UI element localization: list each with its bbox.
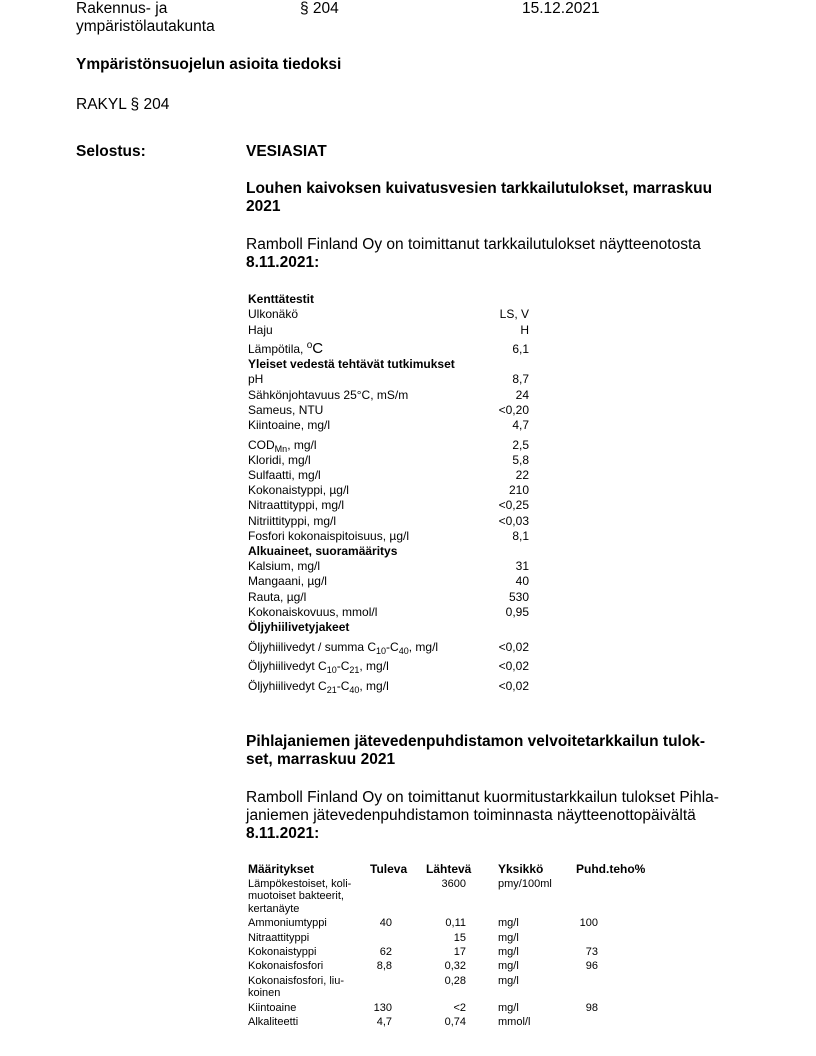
row-label-line: Kokonaisfosfori, liu- (248, 974, 344, 987)
row-label-sub: 40 (398, 645, 409, 656)
cell-yksikko: mg/l (498, 960, 519, 973)
row-label: Kiintoaine, mg/l (248, 418, 331, 433)
cell-yksikko: mg/l (498, 917, 519, 930)
pihlaja-intro-line3: 8.11.2021: (246, 825, 320, 842)
table-row (248, 498, 568, 513)
table-row (248, 468, 568, 483)
row-value: 530 (508, 589, 529, 604)
row-label-sub: 21 (326, 684, 337, 695)
row-label-line: Alkaliteetti (248, 1016, 299, 1028)
header-org (76, 0, 215, 36)
row-label-line: Kokonaistyppi (248, 946, 317, 958)
pihlaja-heading (246, 733, 705, 769)
row-label: Sähkönjohtavuus 25°C, mS/m (248, 387, 409, 402)
row-value: <0,25 (498, 498, 529, 513)
pihlaja-heading-line1: Pihlajaniemen jätevedenpuhdistamon velvoitetarkkailun tulok- (246, 733, 706, 750)
row-label-line: Ammoniumtyppi (248, 917, 327, 930)
row-label (248, 1016, 298, 1028)
row-label-line: Kiintoaine (248, 1001, 297, 1014)
cell-teho: 98 (585, 1001, 598, 1014)
pihlaja-intro-line1: Ramboll Finland Oy on toimittanut kuormitustarkkailun tulokset Pihla- (246, 789, 719, 806)
row-label: Ulkonäkö (248, 307, 299, 322)
table-row (248, 529, 568, 544)
row-label: Kokonaiskovuus, mmol/l (248, 604, 378, 619)
row-value: <0,02 (498, 659, 529, 673)
row-label: Haju (248, 322, 273, 337)
cell-yksikko: mg/l (498, 931, 519, 944)
row-value: <0,03 (498, 513, 529, 528)
row-label: Lämpötila, $^o$C (248, 340, 324, 358)
row-label: Mangaani, µg/l (248, 574, 327, 589)
table-row (248, 635, 568, 655)
pihlaja-heading-line2: set, marraskuu 2021 (246, 751, 396, 768)
cell-yksikko: mmol/l (498, 1016, 531, 1028)
louhi-intro-line2: 8.11.2021: (246, 254, 320, 271)
row-label: Kloridi, mg/l (248, 452, 311, 467)
cell-lahteva: 0,74 (444, 1016, 466, 1028)
table-row (248, 433, 568, 453)
row-label-line: kertanäyte (248, 902, 300, 915)
row-value: <0,02 (498, 678, 529, 693)
row-label: Nitriittityppi, mg/l (248, 513, 337, 528)
cell-teho: 100 (579, 917, 598, 930)
row-label (248, 917, 327, 929)
header-section: § 204 (300, 0, 339, 17)
row-label: Kenttätestit (248, 292, 315, 307)
row-label (248, 878, 351, 915)
louhi-heading-line1: Louhen kaivoksen kuivatusvesien tarkkailutulokset, marraskuu (246, 180, 713, 197)
column-header: Lähtevä (426, 862, 472, 876)
row-value: 8,7 (512, 372, 529, 387)
louhi-intro-line1: Ramboll Finland Oy on toimittanut tarkkailutulokset näytteenotosta (246, 236, 701, 253)
table-row (248, 307, 568, 322)
row-value: <0,02 (498, 639, 529, 654)
pihlaja-intro (246, 789, 719, 843)
row-value: 6,1 (512, 342, 529, 357)
table-row (248, 674, 568, 694)
header-org-line1: Rakennus- ja (76, 0, 168, 17)
table-row (248, 338, 568, 358)
row-label-line: Kokonaisfosfori (248, 960, 324, 973)
cell-yksikko: mg/l (498, 1001, 519, 1014)
row-value: <0,20 (498, 402, 529, 417)
table-row (248, 605, 568, 620)
row-label (248, 1002, 296, 1014)
row-label-suffix: , mg/l (408, 639, 439, 654)
column-header: Tuleva (370, 862, 408, 876)
row-label-line: Nitraattityppi (248, 931, 310, 944)
row-label (248, 946, 317, 958)
row-label-suffix: , mg/l (287, 437, 317, 452)
table-row (248, 418, 568, 433)
row-value: H (520, 322, 529, 337)
cell-lahteva: 3600 (441, 878, 466, 890)
row-value: 40 (515, 574, 529, 589)
row-label-suffix: , mg/l (359, 678, 389, 693)
row-label-sub: Mn (274, 443, 288, 454)
table-row (248, 372, 568, 387)
pihlaja-intro-line2: janiemen jätevedenpuhdistamon toiminnasta näytteenottopäivältä (246, 807, 696, 824)
row-label: Alkuaineet, suoramääritys (248, 543, 398, 558)
row-label-sup: o (306, 340, 313, 352)
row-value: 22 (515, 467, 529, 482)
row-label: Yleiset vedestä tehtävät tutkimukset (248, 357, 455, 372)
louhi-intro (246, 236, 701, 272)
row-label-sub: 40 (349, 684, 360, 695)
cell-lahteva: 0,28 (444, 974, 466, 987)
header-date: 15.12.2021 (522, 0, 600, 17)
row-label: $COD_{Mn}$, mg/l (248, 437, 317, 454)
reference: RAKYL § 204 (76, 96, 170, 113)
table-row (248, 483, 568, 498)
row-label-line: koinen (248, 987, 281, 1000)
column-header: Puhd.teho% (576, 862, 646, 876)
table-row (248, 1016, 668, 1030)
row-label-line: muotoiset bakteerit, (248, 890, 344, 903)
cell-lahteva: 0,11 (445, 917, 466, 930)
row-label (248, 960, 323, 972)
row-label: Kokonaistyppi, µg/l (248, 483, 349, 498)
cell-tuleva: 40 (379, 917, 392, 930)
table-row (248, 559, 568, 574)
row-label-suffix: , mg/l (359, 659, 389, 673)
row-label: Nitraattityppi, mg/l (248, 498, 345, 513)
cell-lahteva: 17 (453, 946, 466, 958)
louhi-group-header (248, 292, 568, 307)
louhi-group-header (248, 357, 568, 372)
row-label-sub: 21 (349, 665, 360, 675)
row-label-suffix: C (312, 340, 324, 358)
table-row (248, 655, 568, 675)
table-row (248, 1002, 668, 1016)
row-label: Fosfori kokonaispitoisuus, µg/l (248, 528, 409, 543)
row-value: 24 (515, 387, 529, 402)
table-row (248, 917, 668, 931)
table-row (248, 403, 568, 418)
cell-yksikko: pmy/100ml (498, 878, 552, 890)
row-label: Öljyhiilivedyt $C_{10}-C_{21}$, mg/l (248, 659, 389, 675)
header-org-line2: ympäristölautakunta (76, 18, 215, 35)
document-title: Ympäristönsuojelun asioita tiedoksi (76, 56, 342, 73)
table-row (248, 589, 568, 604)
row-value: LS, V (499, 307, 529, 322)
louhi-heading (246, 180, 712, 216)
selostus-label: Selostus: (76, 143, 146, 160)
row-value: 210 (508, 483, 529, 498)
cell-tuleva: 4,7 (376, 1016, 392, 1028)
table-row (248, 946, 668, 960)
row-label: Kalsium, mg/l (248, 559, 321, 574)
louhi-heading-line2: 2021 (246, 198, 281, 215)
louhi-group-header (248, 620, 568, 635)
row-label: Sameus, NTU (248, 402, 324, 417)
cell-yksikko: mg/l (498, 974, 519, 987)
cell-teho: 96 (585, 960, 598, 973)
cell-teho: 73 (585, 946, 598, 958)
table-row (248, 960, 668, 974)
column-header: Yksikkö (498, 862, 544, 876)
pihlaja-results-table (248, 862, 668, 1056)
table-row (248, 513, 568, 528)
row-label: Sulfaatti, mg/l (248, 467, 321, 482)
row-label-line: Lämpökestoiset, koli- (248, 878, 352, 890)
row-label (248, 975, 344, 1000)
row-value: 4,7 (512, 418, 529, 433)
row-label: Rauta, µg/l (248, 589, 307, 604)
cell-yksikko: mg/l (498, 946, 519, 958)
table-row (248, 453, 568, 468)
row-label: pH (248, 372, 264, 387)
topic-heading: VESIASIAT (246, 143, 327, 160)
row-label: Öljyhiilivedyt / summa $C_{10}-C_{40}$, mg/l (248, 639, 439, 656)
row-label-sub: 10 (376, 645, 387, 656)
table-row (248, 574, 568, 589)
table-row (248, 878, 668, 917)
row-value: 0,95 (505, 604, 529, 619)
table-row (248, 322, 568, 337)
cell-lahteva: 15 (453, 931, 466, 944)
cell-lahteva: 0,32 (444, 960, 466, 973)
louhi-group-header (248, 544, 568, 559)
table-row (248, 932, 668, 946)
table-row (248, 975, 668, 1002)
cell-lahteva: <2 (453, 1001, 466, 1014)
row-value: 5,8 (512, 452, 529, 467)
column-header: Määritykset (248, 862, 315, 876)
cell-tuleva: 130 (373, 1001, 392, 1014)
cell-tuleva: 62 (379, 946, 392, 958)
row-value: 2,5 (512, 437, 529, 452)
row-label (248, 932, 309, 944)
row-label: Öljyhiilivetyjakeet (248, 619, 350, 634)
row-label: Öljyhiilivedyt $C_{21}-C_{40}$, mg/l (248, 678, 389, 695)
row-value: 8,1 (512, 528, 529, 543)
row-value: 31 (515, 559, 529, 574)
cell-tuleva: 8,8 (376, 960, 392, 973)
table-row (248, 388, 568, 403)
row-label-sub: 10 (326, 665, 337, 675)
